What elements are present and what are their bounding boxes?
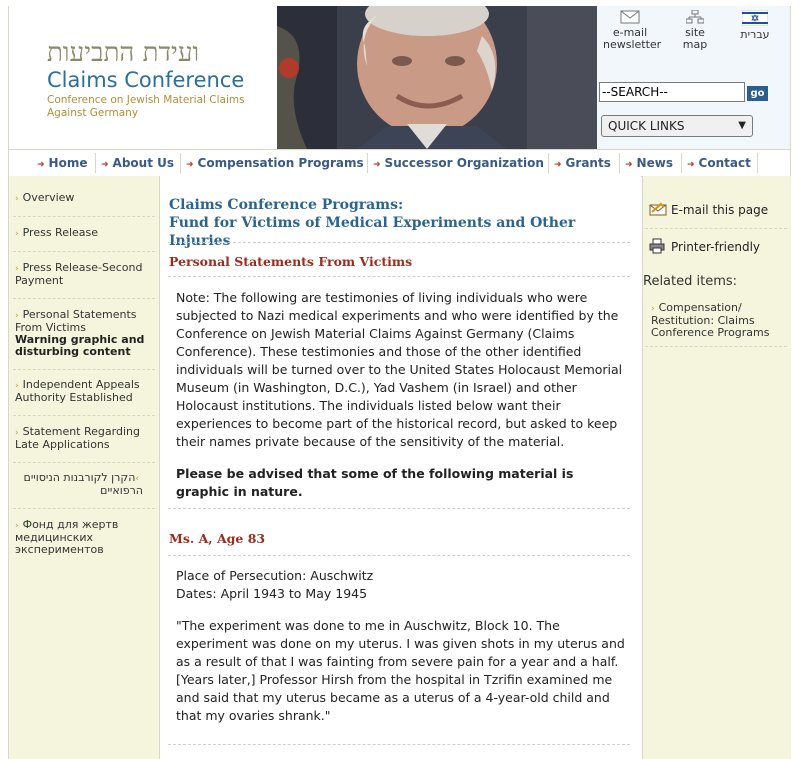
nav-label: Contact — [698, 156, 751, 170]
arrow-icon: › — [15, 428, 19, 438]
testimony-title: Ms. A, Age 83 — [169, 531, 266, 546]
sidebar-item-late-applications[interactable] — [15, 426, 155, 451]
sidebar-item-label: Independent Appeals Authority Established — [15, 378, 140, 404]
envelope-icon — [620, 10, 640, 24]
newsletter-link[interactable] — [603, 10, 662, 51]
sidebar-item-hebrew[interactable] — [15, 472, 143, 497]
nav-successor-organization[interactable] — [373, 150, 544, 176]
divider — [13, 462, 155, 463]
note-paragraph: Note: The following are testimonies of living individuals who were subjected to Nazi medical experiments and who were identified by the Conference on Jewish Material Claims Against Germany (Claims Conference). These testimonies and those of the other identified individuals will be turned over to the United States Holocaust Memorial Museum (in Washington, D.C.), Yad Vashem (in Israel) and other Holocaust institutions. The individuals listed below want their experiences to become part of the historical record, but asked to keep their names private because of the sensitivity of the material. — [176, 290, 623, 449]
sidebar-item-label: Overview — [22, 191, 75, 204]
newsletter-label: e-mail newsletter — [603, 26, 662, 51]
nav-label: Home — [48, 156, 88, 170]
header — [9, 6, 790, 149]
email-page-icon — [649, 202, 667, 216]
nav-divider — [681, 153, 682, 173]
logo-hebrew-text: ועידת התביעות — [47, 38, 200, 68]
divider — [13, 369, 155, 370]
nav-home[interactable] — [37, 150, 87, 176]
divider — [168, 276, 630, 277]
printer-icon — [649, 238, 665, 254]
logo-title: Claims Conference — [47, 68, 245, 92]
nav-grants[interactable] — [554, 150, 611, 176]
sidebar-item-personal-statements[interactable] — [15, 309, 155, 358]
sidebar-item-label: Фонд для жертв медицинских экспериментов — [15, 518, 119, 556]
elderly-man-photo — [277, 6, 597, 149]
arrow-icon: ➜ — [186, 160, 194, 170]
arrow-icon: ➜ — [687, 160, 695, 170]
arrow-icon: › — [135, 474, 139, 484]
sitemap-link[interactable] — [675, 10, 715, 51]
divider — [645, 228, 787, 229]
divider — [645, 346, 787, 347]
nav-divider — [619, 153, 620, 173]
divider — [13, 508, 155, 509]
email-page-link[interactable] — [649, 202, 768, 217]
arrow-icon: ➜ — [101, 160, 109, 170]
divider — [13, 216, 155, 217]
divider — [168, 555, 630, 556]
printer-friendly-link[interactable] — [649, 238, 760, 254]
sidebar-item-label: Press Release-Second Payment — [15, 261, 143, 287]
related-item-link[interactable] — [651, 302, 787, 339]
related-item-label: Compensation/ Restitution: Claims Conference Programs — [651, 301, 770, 339]
advisory-paragraph: Please be advised that some of the following material is graphic in nature. — [176, 466, 574, 499]
sidebar-item-appeals-authority[interactable] — [15, 379, 155, 404]
search-input[interactable] — [599, 82, 745, 102]
left-sidebar — [9, 176, 160, 759]
sidebar-item-press-release-second[interactable] — [15, 262, 155, 287]
sidebar-item-label: Statement Regarding Late Applications — [15, 425, 140, 451]
arrow-icon: › — [15, 264, 19, 274]
nav-divider — [180, 153, 181, 173]
sidebar-item-label: Press Release — [22, 226, 99, 239]
sidebar-item-overview[interactable] — [15, 192, 155, 205]
nav-news[interactable] — [625, 150, 673, 176]
page-title-line2: Fund for Victims of Medical Experiments and Other Injuries — [169, 215, 576, 249]
printer-friendly-label: Printer-friendly — [671, 240, 761, 254]
warning-text: Warning graphic and disturbing content — [15, 333, 145, 358]
sidebar-item-press-release[interactable] — [15, 227, 155, 240]
go-button[interactable]: go — [747, 86, 768, 101]
nav-label: Compensation Programs — [197, 156, 364, 170]
logo[interactable] — [9, 6, 277, 149]
hebrew-label: עברית — [740, 28, 770, 41]
right-sidebar — [642, 176, 791, 759]
arrow-icon: › — [15, 521, 19, 531]
arrow-icon: › — [15, 381, 19, 391]
divider — [13, 415, 155, 416]
nav-divider — [548, 153, 549, 173]
chevron-down-icon: ▼ — [738, 120, 746, 131]
main-content — [160, 176, 641, 759]
main-nav — [9, 149, 790, 177]
nav-label: About Us — [112, 156, 175, 170]
arrow-icon: ➜ — [625, 160, 633, 170]
sitemap-icon — [686, 10, 704, 24]
nav-compensation-programs[interactable] — [186, 150, 364, 176]
page-frame — [8, 6, 791, 759]
nav-label: Successor Organization — [384, 156, 544, 170]
dates: Dates: April 1943 to May 1945 — [176, 586, 368, 601]
email-page-label: E-mail this page — [671, 203, 769, 217]
divider — [168, 744, 630, 745]
sitemap-label: site map — [682, 26, 708, 51]
related-items-label: Related items: — [643, 274, 738, 289]
arrow-icon: › — [651, 304, 655, 314]
nav-label: News — [636, 156, 673, 170]
page-title-line1: Claims Conference Programs: — [169, 197, 404, 213]
arrow-icon: ➜ — [554, 160, 562, 170]
place-of-persecution: Place of Persecution: Auschwitz — [176, 568, 374, 583]
logo-subtitle: Conference on Jewish Material Claims Against Germany — [47, 94, 245, 119]
divider — [13, 251, 155, 252]
divider — [13, 298, 155, 299]
arrow-icon: › — [15, 194, 19, 204]
divider — [168, 242, 630, 243]
divider — [168, 508, 630, 509]
quick-links-select[interactable] — [601, 115, 753, 137]
nav-divider — [367, 153, 368, 173]
nav-label: Grants — [565, 156, 611, 170]
nav-about-us[interactable] — [101, 150, 174, 176]
sidebar-item-russian[interactable] — [15, 519, 155, 556]
arrow-icon: › — [15, 229, 19, 239]
section-title: Personal Statements From Victims — [169, 254, 413, 269]
nav-contact[interactable] — [687, 150, 751, 176]
arrow-icon: › — [15, 311, 19, 321]
sidebar-item-label: Personal Statements From Victims — [15, 308, 137, 334]
testimony-quote: "The experiment was done to me in Auschwitz, Block 10. The experiment was done on my uterus. I was given shots in my uterus and as a result of that I was fainting from severe pain for a year and a half. [Years later,] Professor Hirsh from the hospital in Tzrifin examined me and said that my uterus became as a uterus of a 4-year-old child and that my ovaries shrank." — [176, 618, 625, 723]
header-photo — [277, 6, 597, 149]
nav-divider — [757, 153, 758, 173]
arrow-icon: ➜ — [37, 160, 45, 170]
nav-divider — [95, 153, 96, 173]
header-tools — [597, 6, 790, 149]
sidebar-item-label: הקרן לקורבנות הניסויים הרפואיים — [23, 471, 143, 497]
hebrew-link[interactable] — [735, 10, 775, 41]
israel-flag-icon — [742, 10, 768, 26]
arrow-icon: ➜ — [373, 160, 381, 170]
quick-links-label: QUICK LINKS — [608, 119, 685, 133]
